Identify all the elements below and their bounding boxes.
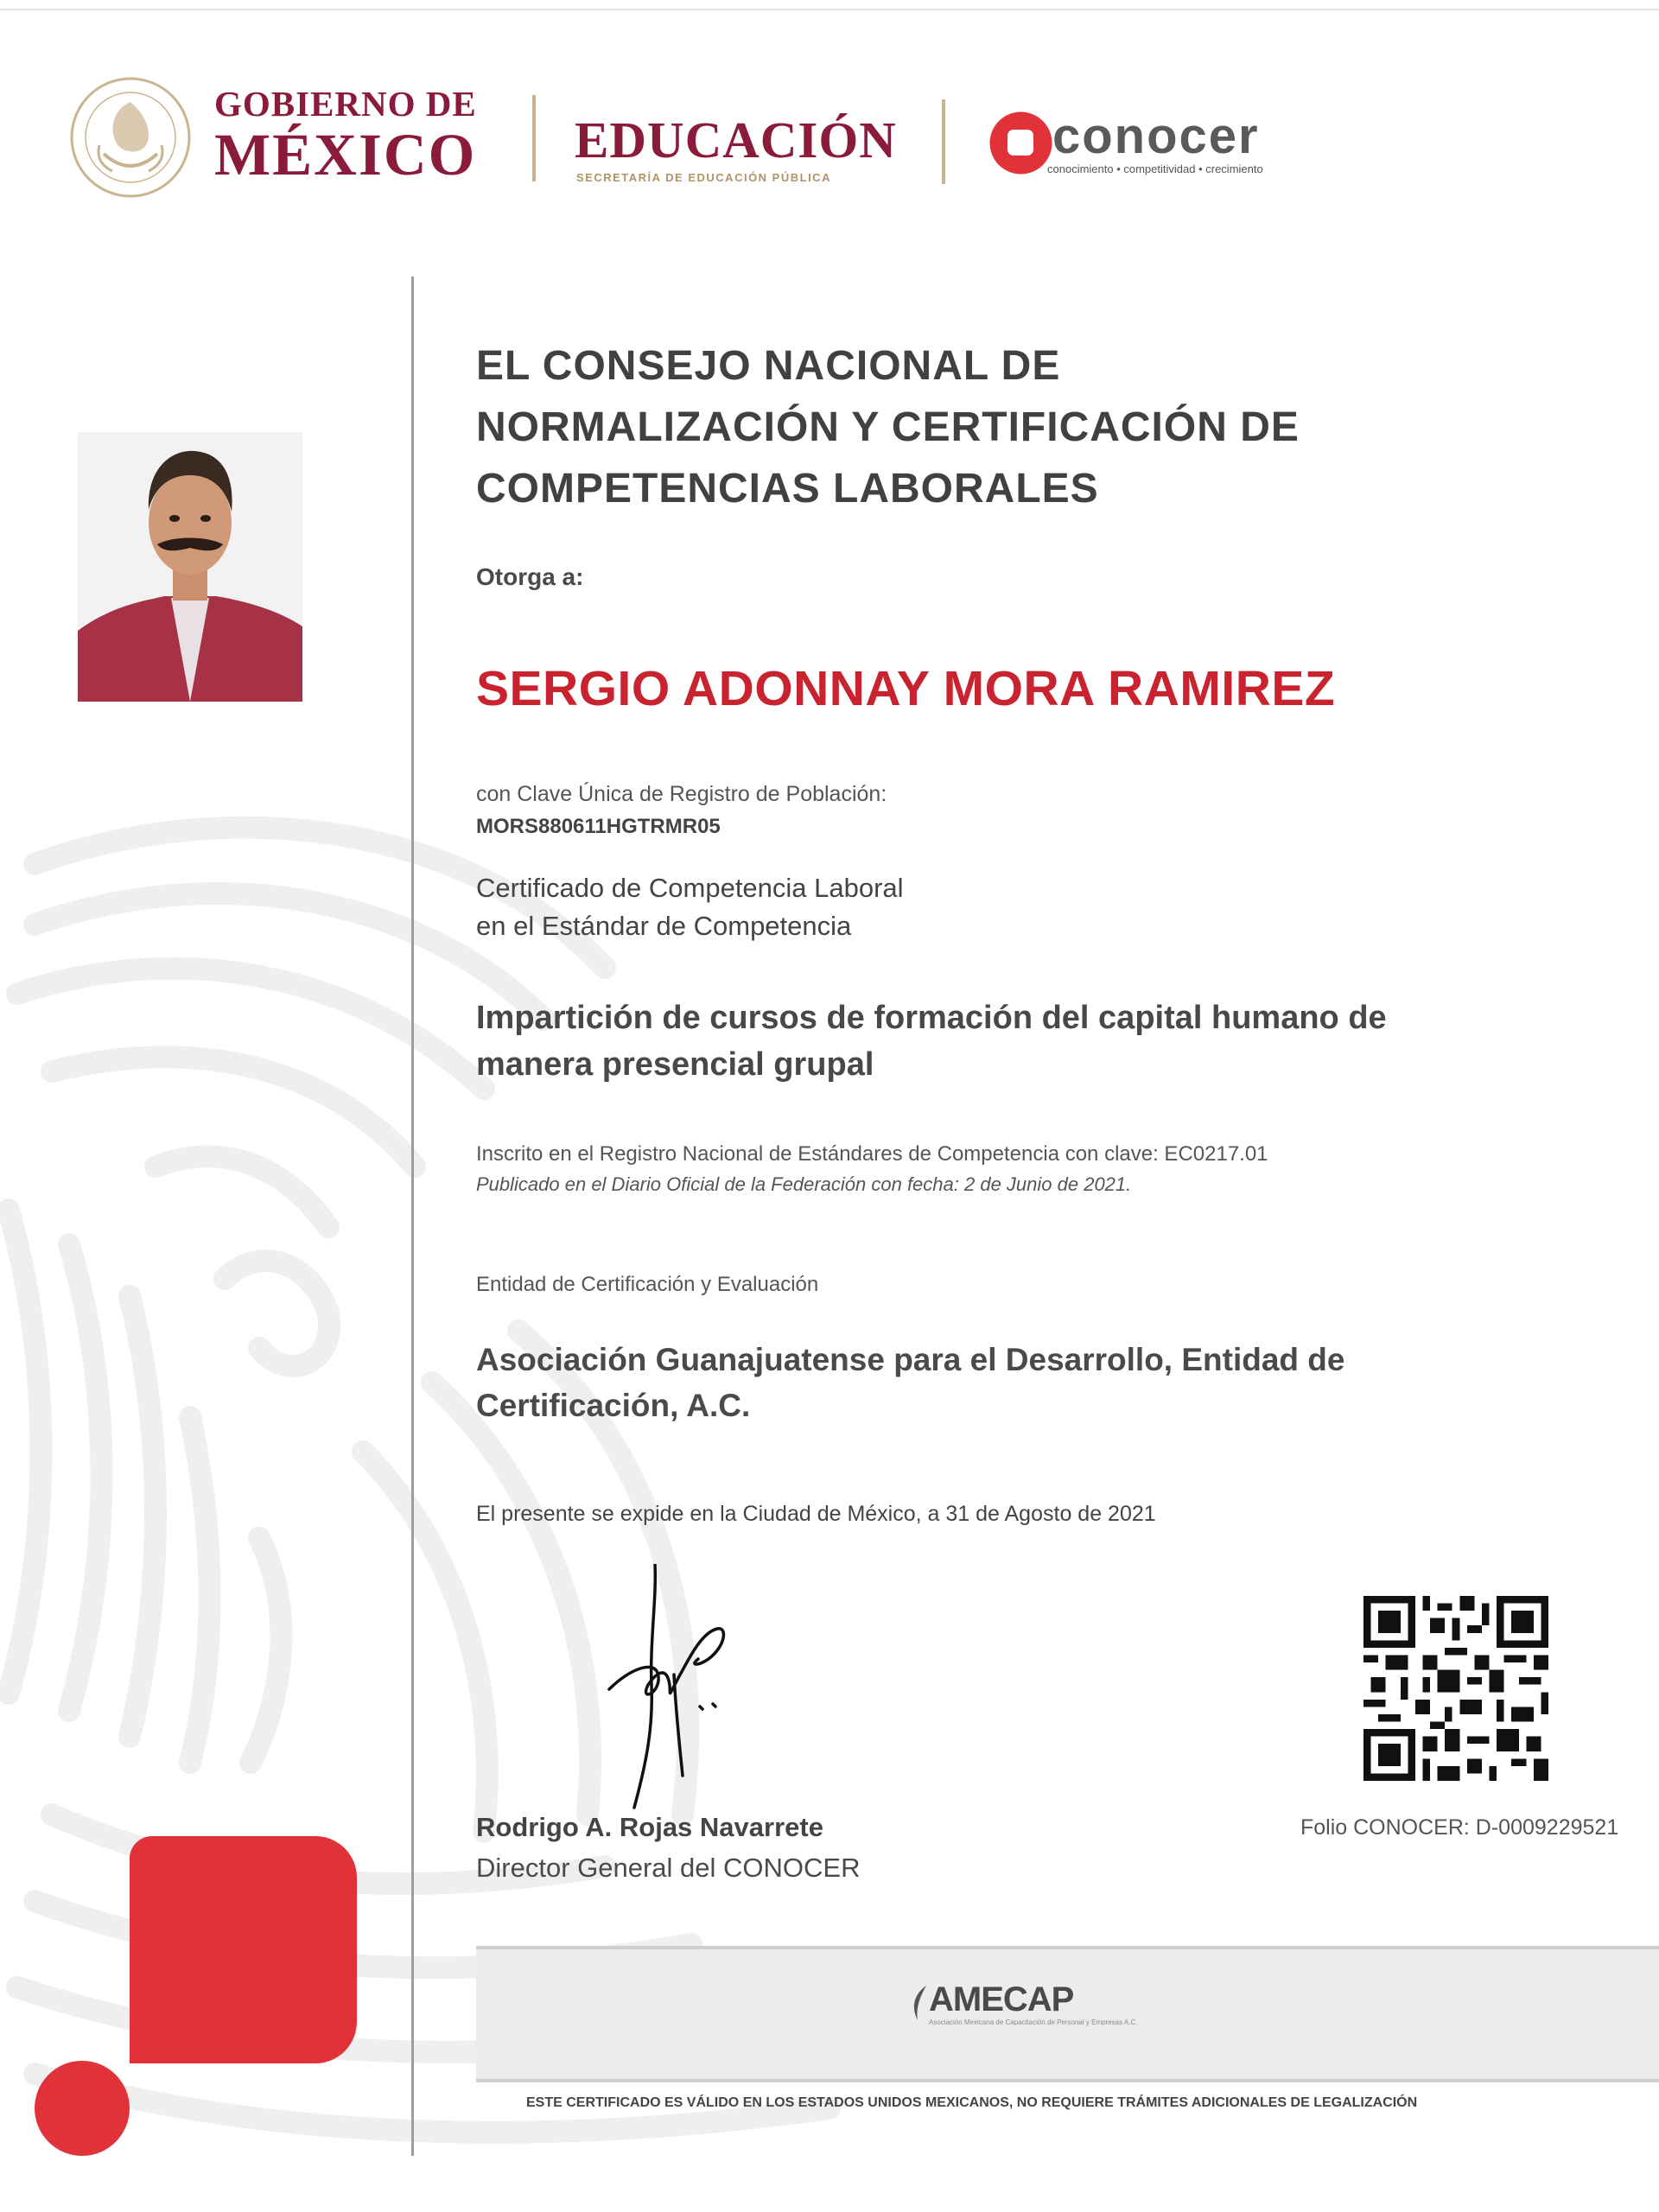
recipient-photo [78,432,302,702]
conocer-logo-word: conocer [1052,108,1260,164]
standard-title-line: Impartición de cursos de formación del capital humano de [476,1000,1387,1036]
qr-code[interactable] [1363,1596,1548,1781]
signature [596,1564,752,1810]
folio-number: Folio CONOCER: D-0009229521 [1300,1815,1619,1840]
top-rule [0,9,1659,10]
standard-title-line: manera presencial grupal [476,1046,874,1083]
gobierno-line-2: MÉXICO [214,122,477,188]
legal-notice: ESTE CERTIFICADO ES VÁLIDO EN LOS ESTADOS UNIDOS MEXICANOS, NO REQUIERE TRÁMITES ADICIONALES DE LEGALIZACIÓN [526,2095,1418,2110]
issued-text: El presente se expide en la Ciudad de México, a 31 de Agosto de 2021 [476,1502,1156,1526]
amecap-logo: AMECAP [929,1980,1074,2018]
educacion-logo-title: EDUCACIÓN [575,111,897,168]
conocer-logo-tagline: conocimiento • competitividad • crecimiento [1047,162,1263,175]
national-seal-icon [69,76,192,199]
vertical-divider [411,276,414,2156]
registry-text: Inscrito en el Registro Nacional de Estándares de Competencia con clave: EC0217.01 [476,1142,1268,1166]
amecap-mark-icon [909,1984,930,2022]
heading-line: COMPETENCIAS LABORALES [476,466,1099,512]
recipient-name: SERGIO ADONNAY MORA RAMIREZ [476,661,1336,716]
certificate-type-line: en el Estándar de Competencia [476,911,852,941]
heading-line: NORMALIZACIÓN Y CERTIFICACIÓN DE [476,404,1300,450]
signer-role: Director General del CONOCER [476,1853,861,1883]
amecap-subtitle: Asociación Mexicana de Capacitación de Personal y Empresas A.C. [929,2018,1138,2026]
entity-name-line: Asociación Guanajuatense para el Desarrollo, Entidad de [476,1342,1345,1377]
header-separator [942,99,945,184]
entity-label: Entidad de Certificación y Evaluación [476,1273,819,1296]
educacion-logo-subtitle: SECRETARÍA DE EDUCACIÓN PÚBLICA [576,171,831,184]
grants-label: Otorga a: [476,563,584,590]
heading-line: EL CONSEJO NACIONAL DE [476,343,1061,389]
curp-label: con Clave Única de Registro de Población: [476,782,887,806]
certificate-heading [476,335,1599,519]
gobierno-de-mexico-logo [214,84,477,188]
gobierno-line-1: GOBIERNO DE [214,84,477,124]
certificate-type-line: Certificado de Competencia Laboral [476,873,904,903]
curp-value: MORS880611HGTRMR05 [476,815,721,838]
header-separator [532,95,536,181]
red-decorative-square [130,1836,357,2063]
signer-name: Rodrigo A. Rojas Navarrete [476,1812,823,1842]
conocer-logo-mark [988,111,1053,175]
entity-name-line: Certificación, A.C. [476,1388,751,1423]
red-decorative-circle [35,2061,130,2156]
publication-text: Publicado en el Diario Oficial de la Federación con fecha: 2 de Junio de 2021. [476,1173,1132,1195]
